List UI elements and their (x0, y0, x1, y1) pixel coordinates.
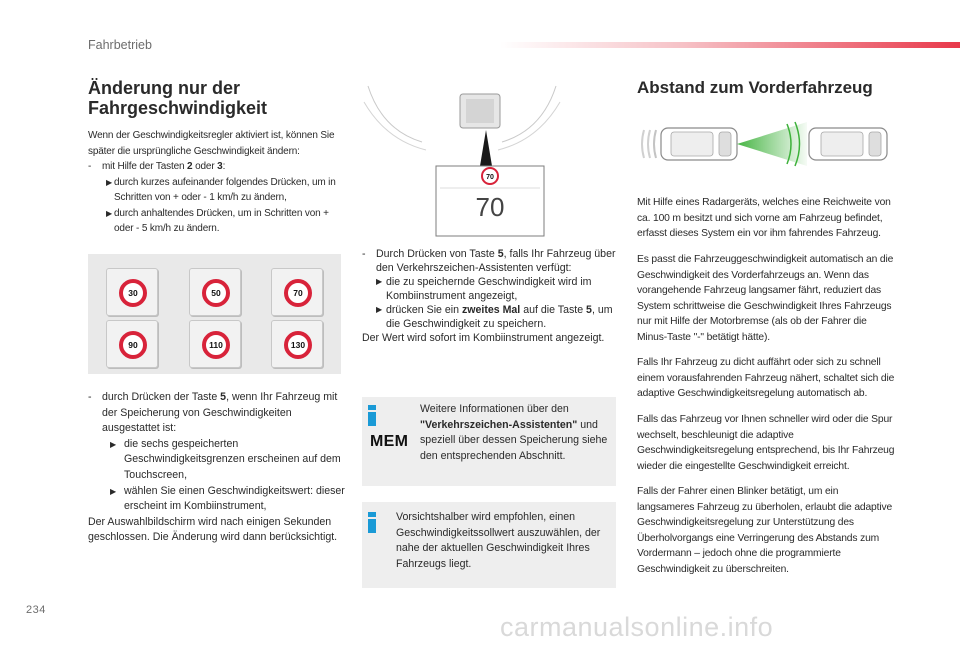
speed-sign-card[interactable] (106, 268, 158, 316)
paragraph-overtake: Falls der Fahrer einen Blinker betätigt, um ein langsameres Fahrzeug zu überholen, erlaubt die adaptive Geschwindigkeitsregelung zur Unterstützung des Überholvorgangs eine Verringerung des Abstands zum Vordermann – jedoch ohne die programmierte Geschwindigkeit zu überschreiten. (637, 486, 893, 575)
lead-car-icon (809, 128, 887, 160)
paragraph-adapt: Es passt die Fahrzeuggeschwindigkeit automatisch an die Geschwindigkeit des Vorderfahrzeugs an. Wenn das vorangehende Fahrzeug langsamer fährt, reduziert das System schrittweise die Geschwindigkeit Ihres Fahrzeugs nur mit Hilfe der Motorbremse (als ob der Fahrer die Minus-Taste "-" betätigt hätte). (637, 254, 894, 343)
sub-item-select-value (88, 484, 350, 515)
outro-paragraph: Der Wert wird sofort im Kombiinstrument angezeigt. (362, 332, 605, 344)
paragraph-accelerate: Falls das Fahrzeug vor Ihnen schneller wird oder die Spur wechselt, beschleunigt die adaptive Geschwindigkeitsregelung entsprechend, bis Ihr Fahrzeug wieder die eingestellte Geschwindigkeit erreicht. (637, 414, 895, 472)
sub-item-short-press (88, 175, 350, 206)
section-header: Fahrbetrieb (88, 38, 152, 52)
sign-value: 110 (209, 340, 223, 350)
speed-sign-panel (88, 254, 341, 374)
sign-value: 30 (128, 288, 138, 298)
item-text: , falls Ihr Fahrzeug über den Verkehrszeichen-Assistenten verfügt: (376, 248, 616, 274)
sub-item-long-press (88, 206, 350, 237)
dash-bullet: - (88, 391, 92, 403)
item-text: durch Drücken der Taste (102, 391, 221, 403)
info-text-part: Weitere Informationen über den (420, 403, 569, 415)
sub-item-text: durch anhaltendes Drücken, um in Schritten von + oder - 5 km/h zu ändern. (114, 207, 329, 234)
item-text: : (222, 161, 226, 172)
dash-bullet: - (362, 248, 366, 260)
title-line-2: Fahrgeschwindigkeit (88, 98, 268, 118)
sub-item-text: durch kurzes aufeinander folgendes Drücken, um in Schritten von + oder - 1 km/h zu ändern, (114, 176, 336, 203)
arrow-bullet-icon: ▶ (110, 439, 117, 449)
info-text: Vorsichtshalber wird empfohlen, einen Geschwindigkeitssollwert auszuwählen, der nahe der aktuellen Geschwindigkeit Ihres Fahrzeugs liegt. (396, 511, 601, 570)
sub-item-press-again (362, 303, 618, 331)
info-icon (368, 512, 376, 533)
arrow-bullet-icon: ▶ (376, 277, 383, 286)
paragraph-too-close: Falls Ihr Fahrzeug zu dicht auffährt oder sich zu schnell einem vorausfahrenden Fahrzeug nähert, schaltet sich die adaptive Geschwindigkeitsregelung automatisch ab. (637, 357, 895, 400)
key-5: 5 (586, 304, 592, 316)
watermark: carmanualsonline.info (500, 612, 774, 642)
page-number: 234 (26, 604, 46, 616)
item-text: Durch Drücken von Taste (376, 248, 498, 260)
sub-item-text: die sechs gespeicherten Geschwindigkeitsgrenzen erscheinen auf dem Touchscreen, (124, 437, 341, 481)
sub-item-text: wählen Sie einen Geschwindigkeitswert: dieser erscheint im Kombiinstrument, (124, 484, 345, 513)
key-5: 5 (220, 391, 227, 403)
arrow-bullet-icon: ▶ (376, 305, 383, 314)
sign-value: 90 (128, 340, 138, 350)
mem-label: MEM (370, 433, 409, 450)
radar-beam-icon (737, 122, 807, 166)
speed-sign-card[interactable] (271, 268, 323, 316)
header-accent-bar (500, 42, 960, 48)
sub-item-text: drücken Sie ein (386, 304, 462, 316)
speed-sign-card[interactable] (106, 320, 158, 368)
info-text-bold: "Verkehrszeichen-Assistenten" (420, 418, 578, 431)
sign-value: 130 (290, 340, 306, 350)
key-3: 3 (217, 161, 223, 172)
acc-description (637, 185, 895, 588)
info-text (420, 402, 614, 464)
instrument-cluster-illustration (362, 78, 562, 238)
emphasis-text: zweites Mal (461, 304, 521, 316)
list-item-key-5 (88, 390, 350, 437)
arrow-bullet-icon: ▶ (106, 177, 113, 187)
info-icon (368, 405, 376, 426)
intro-text-block (88, 128, 350, 237)
speed-sign-card[interactable] (189, 320, 241, 368)
sign-value: 50 (211, 288, 221, 298)
info-text-part: und speziell über dessen Speicherung siehe den entsprechenden Abschnitt. (420, 418, 608, 462)
key-2: 2 (187, 161, 193, 172)
list-item-keys (88, 159, 350, 175)
speed-limit-icon (284, 279, 312, 307)
list-item-key-5-assistant (362, 247, 618, 275)
speed-limit-icon (202, 279, 230, 307)
sub-item-text: auf die Taste (520, 304, 587, 316)
info-box-mem (362, 397, 616, 486)
info-box-precaution (362, 502, 616, 588)
item-text: mit Hilfe der Tasten (102, 161, 188, 172)
speed-sign-card[interactable] (189, 268, 241, 316)
item-text: , wenn Ihr Fahrzeug mit der Speicherung von Geschwindigkeiten ausgestattet ist: (102, 391, 338, 435)
pointer-arrow-icon (480, 130, 492, 166)
memory-selection-block (88, 390, 350, 546)
key-5: 5 (497, 248, 504, 260)
title-line-1: Änderung nur der (88, 78, 240, 98)
own-car-icon (661, 128, 737, 160)
outro-paragraph: Der Auswahlbildschirm wird nach einigen Sekunden geschlossen. Die Änderung wird dann berücksichtigt. (88, 515, 338, 544)
arrow-bullet-icon: ▶ (110, 486, 117, 496)
sub-item-text: die zu speichernde Geschwindigkeit wird im Kombiinstrument angezeigt, (386, 276, 592, 302)
sign-value: 70 (293, 288, 303, 298)
speed-sign-card[interactable] (271, 320, 323, 368)
section-title-distance: Abstand zum Vorderfahrzeug (637, 78, 873, 97)
speed-limit-icon (119, 331, 147, 359)
speed-limit-icon (284, 331, 312, 359)
speed-limit-icon (202, 331, 230, 359)
radar-distance-illustration (637, 116, 893, 172)
sub-item-displayed (362, 275, 618, 303)
memorised-speed-display: 70 (475, 192, 505, 222)
sub-item-text: , um die Geschwindigkeit zu speichern. (386, 304, 613, 330)
arrow-bullet-icon: ▶ (106, 208, 113, 218)
item-text: oder (192, 161, 218, 172)
sub-item-touchscreen (88, 437, 350, 484)
intro-paragraph: Wenn der Geschwindigkeitsregler aktiviert ist, können Sie später die ursprüngliche Geschwindigkeit ändern: (88, 130, 335, 157)
dash-bullet: - (88, 161, 92, 172)
section-title-speed-change (88, 78, 338, 118)
small-speed-sign: 70 (486, 174, 494, 181)
speed-limit-icon (119, 279, 147, 307)
traffic-sign-assistant-block (362, 247, 618, 345)
paragraph-radar: Mit Hilfe eines Radargeräts, welches eine Reichweite von ca. 100 m besitzt und sich vorne am Fahrzeug befindet, erfasst dieses System ein vor ihm fahrendes Fahrzeug. (637, 197, 891, 240)
